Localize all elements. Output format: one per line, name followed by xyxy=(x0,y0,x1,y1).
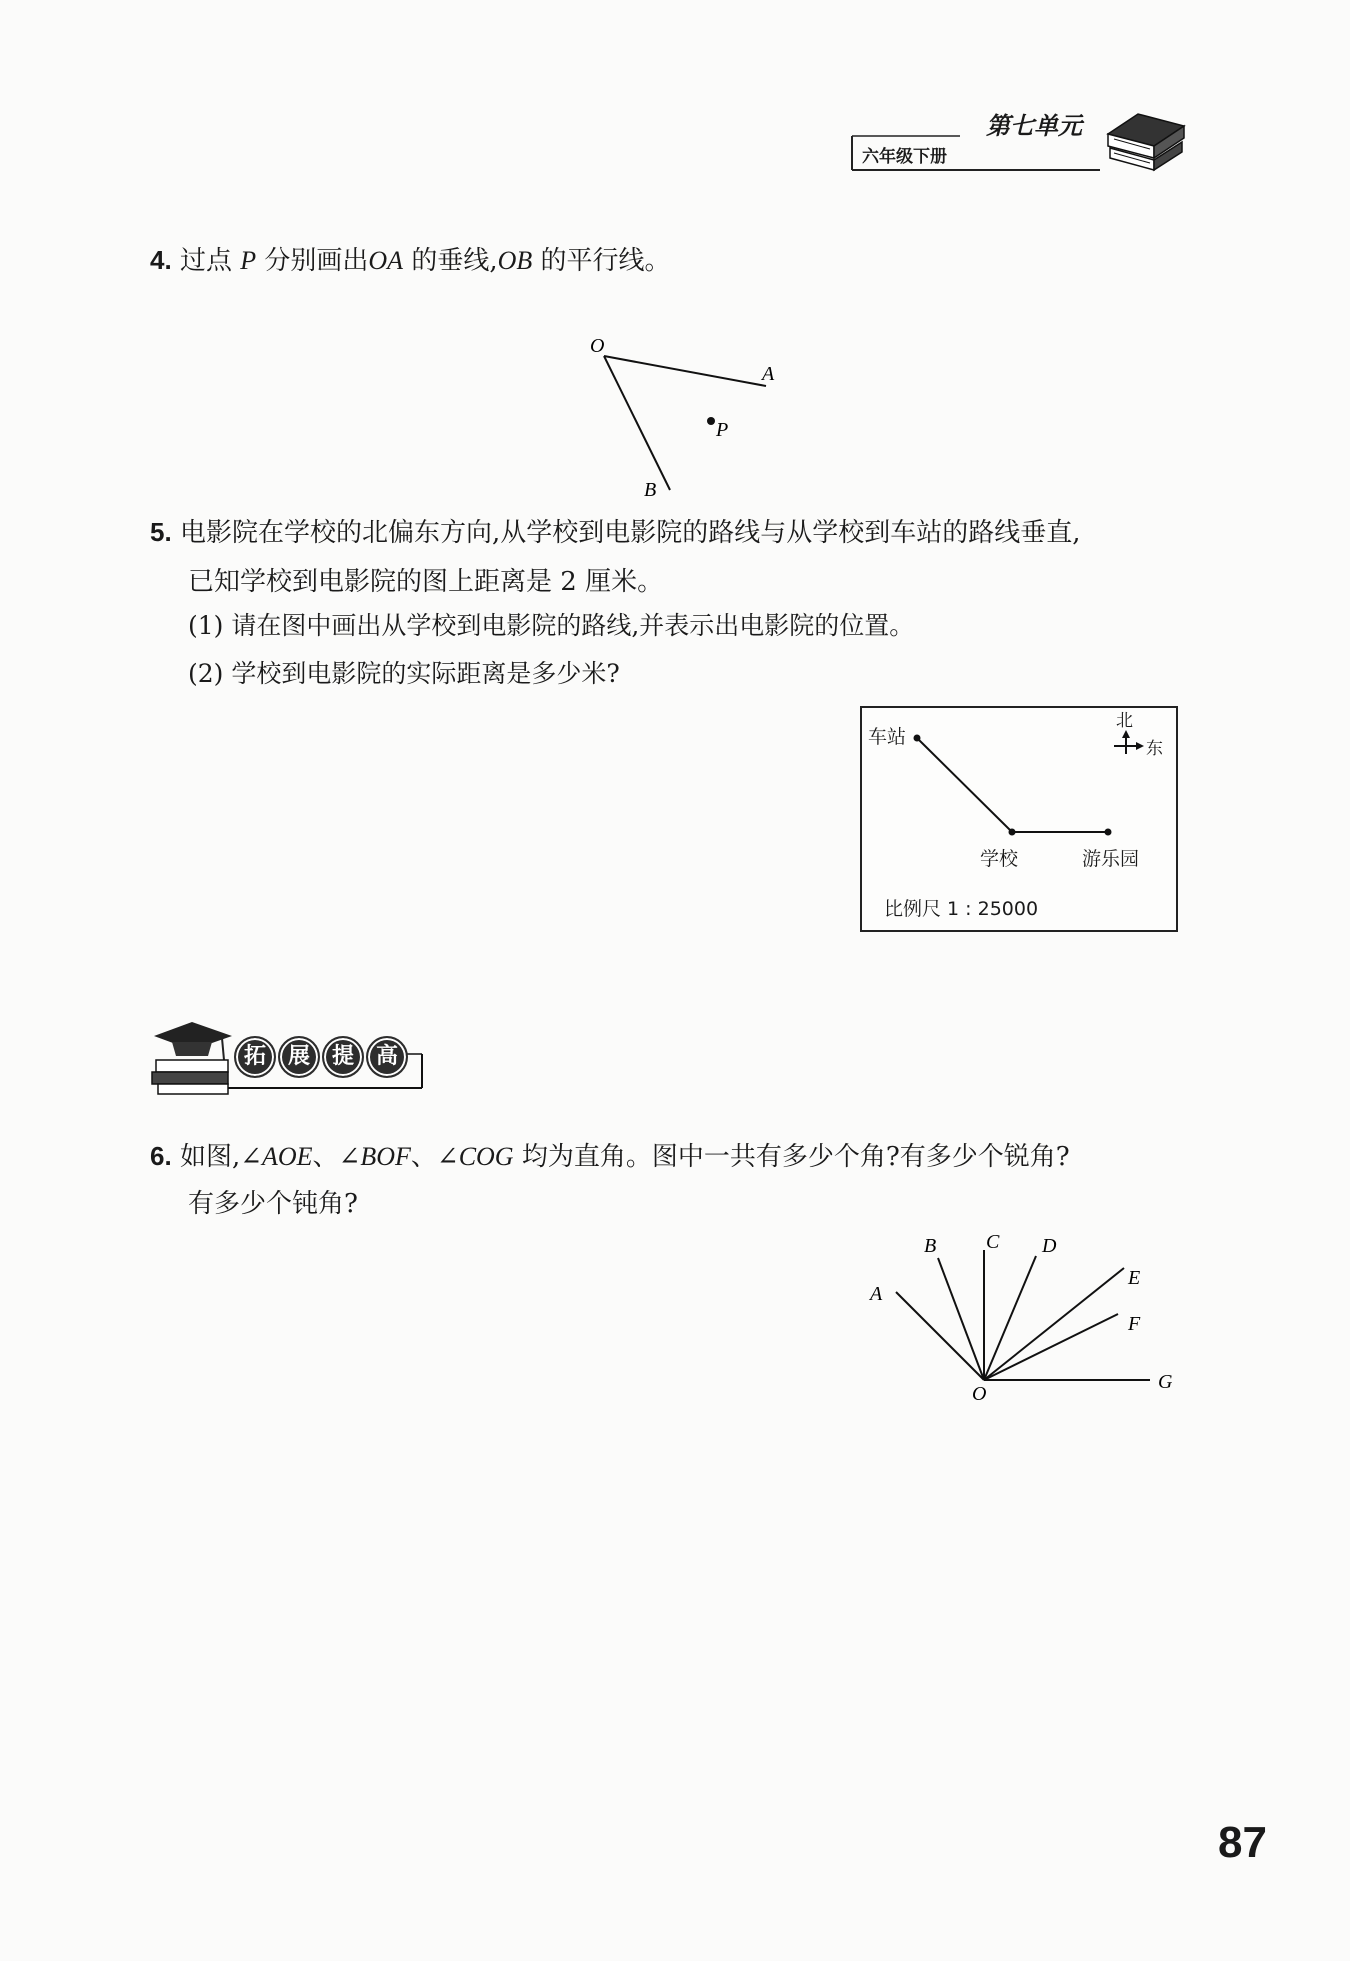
ray-od xyxy=(984,1256,1036,1380)
q5-line-2: 已知学校到电影院的图上距离是 2 厘米。 xyxy=(188,567,664,597)
school-point xyxy=(1009,829,1016,836)
compass-icon xyxy=(1114,730,1144,754)
question-number: 4. xyxy=(150,245,172,275)
q5-map xyxy=(860,706,1178,932)
q6-figure xyxy=(860,1228,1180,1418)
q6-angle-aoe: ∠AOE xyxy=(240,1142,313,1171)
q6-angle-cog: ∠COG xyxy=(436,1142,514,1171)
unit-header xyxy=(850,100,1190,180)
ray-oe xyxy=(984,1268,1124,1380)
park-point xyxy=(1105,829,1112,836)
label-f: F xyxy=(1128,1313,1141,1335)
q5-sub-1: (1) 请在图中画出从学校到电影院的路线,并表示出电影院的位置。 xyxy=(188,611,915,640)
q4-point-p: P xyxy=(240,246,257,275)
label-north: 北 xyxy=(1116,711,1133,731)
question-number: 5. xyxy=(150,517,172,547)
label-b: B xyxy=(644,479,657,500)
q6-text: 均为直角。图中一共有多少个角?有多少个锐角? xyxy=(521,1142,1070,1172)
label-station: 车站 xyxy=(868,726,907,748)
route-line xyxy=(917,738,1108,832)
question-5 xyxy=(150,512,1080,553)
unit-title: 第七单元 xyxy=(986,112,1082,140)
q6-sep: 、 xyxy=(312,1142,339,1172)
label-o: O xyxy=(590,335,605,357)
section-char-1: 拓 xyxy=(234,1036,276,1078)
point-p xyxy=(707,417,715,425)
q4-text: 的平行线。 xyxy=(540,246,671,276)
ray-oa xyxy=(896,1292,984,1380)
label-east: 东 xyxy=(1146,739,1163,759)
label-p: P xyxy=(716,419,729,441)
label-c: C xyxy=(986,1231,1000,1253)
q4-figure xyxy=(570,330,810,500)
question-6 xyxy=(150,1136,1070,1177)
q4-text: 过点 xyxy=(179,246,232,276)
section-char-4: 高 xyxy=(366,1036,408,1078)
q4-line-ob: OB xyxy=(497,246,533,275)
ray-ob xyxy=(604,356,670,490)
q6-sep: 、 xyxy=(410,1142,437,1172)
q4-text: 分别画出 xyxy=(264,246,369,276)
label-g: G xyxy=(1158,1371,1173,1393)
grade-label: 六年级下册 xyxy=(862,147,947,167)
label-a: A xyxy=(870,1283,883,1305)
question-number: 6. xyxy=(150,1141,172,1171)
scale-label: 比例尺 1 : 25000 xyxy=(884,898,1039,920)
ray-of xyxy=(984,1314,1118,1380)
section-char-2: 展 xyxy=(278,1036,320,1078)
section-char-3: 提 xyxy=(322,1036,364,1078)
ray-oa xyxy=(604,356,766,386)
station-point xyxy=(914,735,921,742)
q6-text: 如图, xyxy=(179,1142,241,1172)
label-a: A xyxy=(762,363,775,385)
q6-angle-bof: ∠BOF xyxy=(338,1142,411,1171)
label-park: 游乐园 xyxy=(1082,848,1140,870)
label-d: D xyxy=(1042,1235,1057,1257)
q4-text: 的垂线, xyxy=(411,246,498,276)
label-e: E xyxy=(1128,1267,1141,1289)
q5-line-1: 电影院在学校的北偏东方向,从学校到电影院的路线与从学校到车站的路线垂直, xyxy=(179,518,1081,548)
angle-rays xyxy=(896,1250,1150,1380)
question-4 xyxy=(150,240,671,281)
q4-line-oa: OA xyxy=(368,246,404,275)
label-school: 学校 xyxy=(980,848,1019,870)
label-b: B xyxy=(924,1235,937,1257)
section-banner xyxy=(148,1014,428,1098)
page-number: 87 xyxy=(1218,1818,1267,1867)
label-o: O xyxy=(972,1383,987,1405)
q5-sub-2: (2) 学校到电影院的实际距离是多少米? xyxy=(188,659,620,688)
ray-ob xyxy=(938,1258,984,1380)
q6-line-2: 有多少个钝角? xyxy=(188,1189,358,1219)
